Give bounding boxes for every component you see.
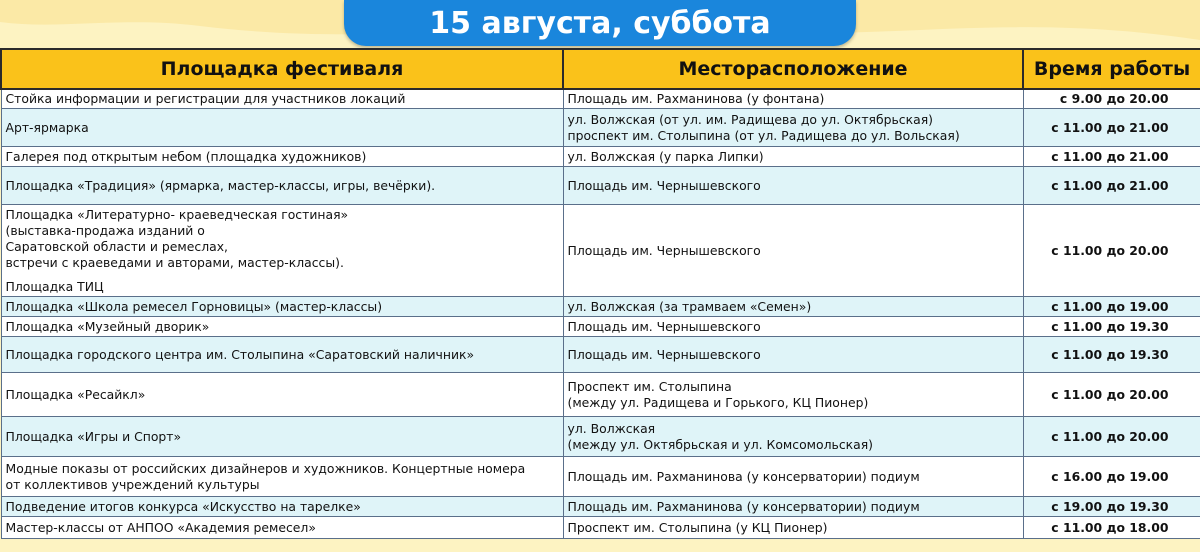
location-text: ул. Волжская (от ул. им. Радищева до ул. Октябрьская) bbox=[567, 111, 933, 127]
venue-text: Арт-ярмарка bbox=[5, 119, 89, 135]
hours-cell: с 11.00 до 21.00 bbox=[1023, 109, 1200, 147]
table-row bbox=[1, 497, 1200, 517]
schedule-table bbox=[0, 48, 1200, 539]
location-text: Проспект им. Столыпина (у КЦ Пионер) bbox=[567, 519, 828, 535]
table-row bbox=[1, 317, 1200, 337]
venue-cell bbox=[1, 147, 563, 167]
venue-text: от коллективов учреждений культуры bbox=[5, 476, 260, 492]
location-text: Площадь им. Рахманинова (у консерватории) подиум bbox=[567, 498, 920, 514]
hours-cell: с 11.00 до 18.00 bbox=[1023, 517, 1200, 539]
location-text: (между ул. Октябрьская и ул. Комсомольская) bbox=[567, 436, 874, 452]
location-text: Площадь им. Чернышевского bbox=[567, 177, 761, 193]
hours-cell: с 11.00 до 19.30 bbox=[1023, 337, 1200, 373]
venue-text: Площадка «Литературно- краеведческая гостиная» bbox=[5, 206, 349, 222]
table-row bbox=[1, 517, 1200, 539]
venue-cell bbox=[1, 109, 563, 147]
location-cell bbox=[563, 417, 1023, 457]
venue-text: встречи с краеведами и авторами, мастер-классы). bbox=[5, 254, 344, 270]
venue-text: Модные показы от российских дизайнеров и художников. Концертные номера bbox=[5, 460, 526, 476]
hours-cell: с 11.00 до 20.00 bbox=[1023, 373, 1200, 417]
venue-cell bbox=[1, 205, 563, 297]
location-cell bbox=[563, 517, 1023, 539]
location-cell bbox=[563, 205, 1023, 297]
venue-text: Площадка «Традиция» (ярмарка, мастер-классы, игры, вечёрки). bbox=[5, 177, 436, 193]
venue-cell bbox=[1, 417, 563, 457]
location-cell bbox=[563, 337, 1023, 373]
table-row bbox=[1, 337, 1200, 373]
location-cell bbox=[563, 297, 1023, 317]
location-cell bbox=[563, 147, 1023, 167]
table-row bbox=[1, 297, 1200, 317]
hours-cell: с 11.00 до 20.00 bbox=[1023, 417, 1200, 457]
location-text: Площадь им. Чернышевского bbox=[567, 242, 761, 258]
location-cell bbox=[563, 109, 1023, 147]
venue-cell bbox=[1, 89, 563, 109]
location-text: Площадь им. Чернышевского bbox=[567, 318, 761, 334]
column-header-hours: Время работы bbox=[1023, 49, 1200, 89]
location-cell bbox=[563, 497, 1023, 517]
location-cell bbox=[563, 373, 1023, 417]
venue-text: Площадка городского центра им. Столыпина «Саратовский наличник» bbox=[5, 346, 475, 362]
venue-text: Площадка «Ресайкл» bbox=[5, 386, 146, 402]
location-text: Площадь им. Чернышевского bbox=[567, 346, 761, 362]
location-cell bbox=[563, 457, 1023, 497]
table-row bbox=[1, 89, 1200, 109]
venue-text: Площадка ТИЦ bbox=[5, 278, 104, 294]
location-cell bbox=[563, 89, 1023, 109]
location-cell bbox=[563, 167, 1023, 205]
location-text: (между ул. Радищева и Горького, КЦ Пионер) bbox=[567, 394, 869, 410]
location-text: ул. Волжская bbox=[567, 420, 656, 436]
venue-cell bbox=[1, 517, 563, 539]
venue-text: Саратовской области и ремеслах, bbox=[5, 238, 228, 254]
table-row bbox=[1, 457, 1200, 497]
venue-cell bbox=[1, 317, 563, 337]
hours-cell: с 16.00 до 19.00 bbox=[1023, 457, 1200, 497]
location-text: Проспект им. Столыпина bbox=[567, 378, 732, 394]
venue-cell bbox=[1, 457, 563, 497]
venue-text: Галерея под открытым небом (площадка художников) bbox=[5, 148, 367, 164]
venue-text: Подведение итогов конкурса «Искусство на тарелке» bbox=[5, 498, 361, 514]
table-row bbox=[1, 167, 1200, 205]
venue-text: Стойка информации и регистрации для участников локаций bbox=[5, 91, 406, 106]
location-text: Площадь им. Рахманинова (у фонтана) bbox=[567, 91, 825, 106]
venue-text: Площадка «Музейный дворик» bbox=[5, 318, 210, 334]
table-header-row bbox=[1, 49, 1200, 89]
date-title: 15 августа, суббота bbox=[429, 5, 771, 41]
table-row bbox=[1, 147, 1200, 167]
hours-cell: с 19.00 до 19.30 bbox=[1023, 497, 1200, 517]
venue-cell bbox=[1, 373, 563, 417]
hours-cell: с 11.00 до 21.00 bbox=[1023, 147, 1200, 167]
line-gap bbox=[6, 271, 559, 279]
location-text: проспект им. Столыпина (от ул. Радищева до ул. Вольская) bbox=[567, 127, 960, 143]
hours-cell: с 11.00 до 20.00 bbox=[1023, 205, 1200, 297]
location-text: Площадь им. Рахманинова (у консерватории) подиум bbox=[567, 468, 920, 484]
hours-cell: с 11.00 до 19.00 bbox=[1023, 297, 1200, 317]
venue-text: Мастер-классы от АНПОО «Академия ремесел» bbox=[5, 519, 316, 535]
venue-text: (выставка-продажа изданий о bbox=[5, 222, 205, 238]
location-text: ул. Волжская (за трамваем «Семен») bbox=[567, 298, 812, 314]
table-row bbox=[1, 109, 1200, 147]
hours-cell: с 11.00 до 21.00 bbox=[1023, 167, 1200, 205]
column-header-venue: Площадка фестиваля bbox=[1, 49, 563, 89]
venue-text: Площадка «Игры и Спорт» bbox=[5, 428, 182, 444]
hours-cell: с 11.00 до 19.30 bbox=[1023, 317, 1200, 337]
venue-cell bbox=[1, 337, 563, 373]
venue-cell bbox=[1, 167, 563, 205]
location-text: ул. Волжская (у парка Липки) bbox=[567, 148, 764, 164]
table-row bbox=[1, 205, 1200, 297]
table-row bbox=[1, 373, 1200, 417]
table-row bbox=[1, 417, 1200, 457]
column-header-location: Месторасположение bbox=[563, 49, 1023, 89]
venue-cell bbox=[1, 297, 563, 317]
date-banner bbox=[344, 0, 856, 46]
venue-cell bbox=[1, 497, 563, 517]
location-cell bbox=[563, 317, 1023, 337]
hours-cell: с 9.00 до 20.00 bbox=[1023, 89, 1200, 109]
venue-text: Площадка «Школа ремесел Горновицы» (мастер-классы) bbox=[5, 298, 383, 314]
